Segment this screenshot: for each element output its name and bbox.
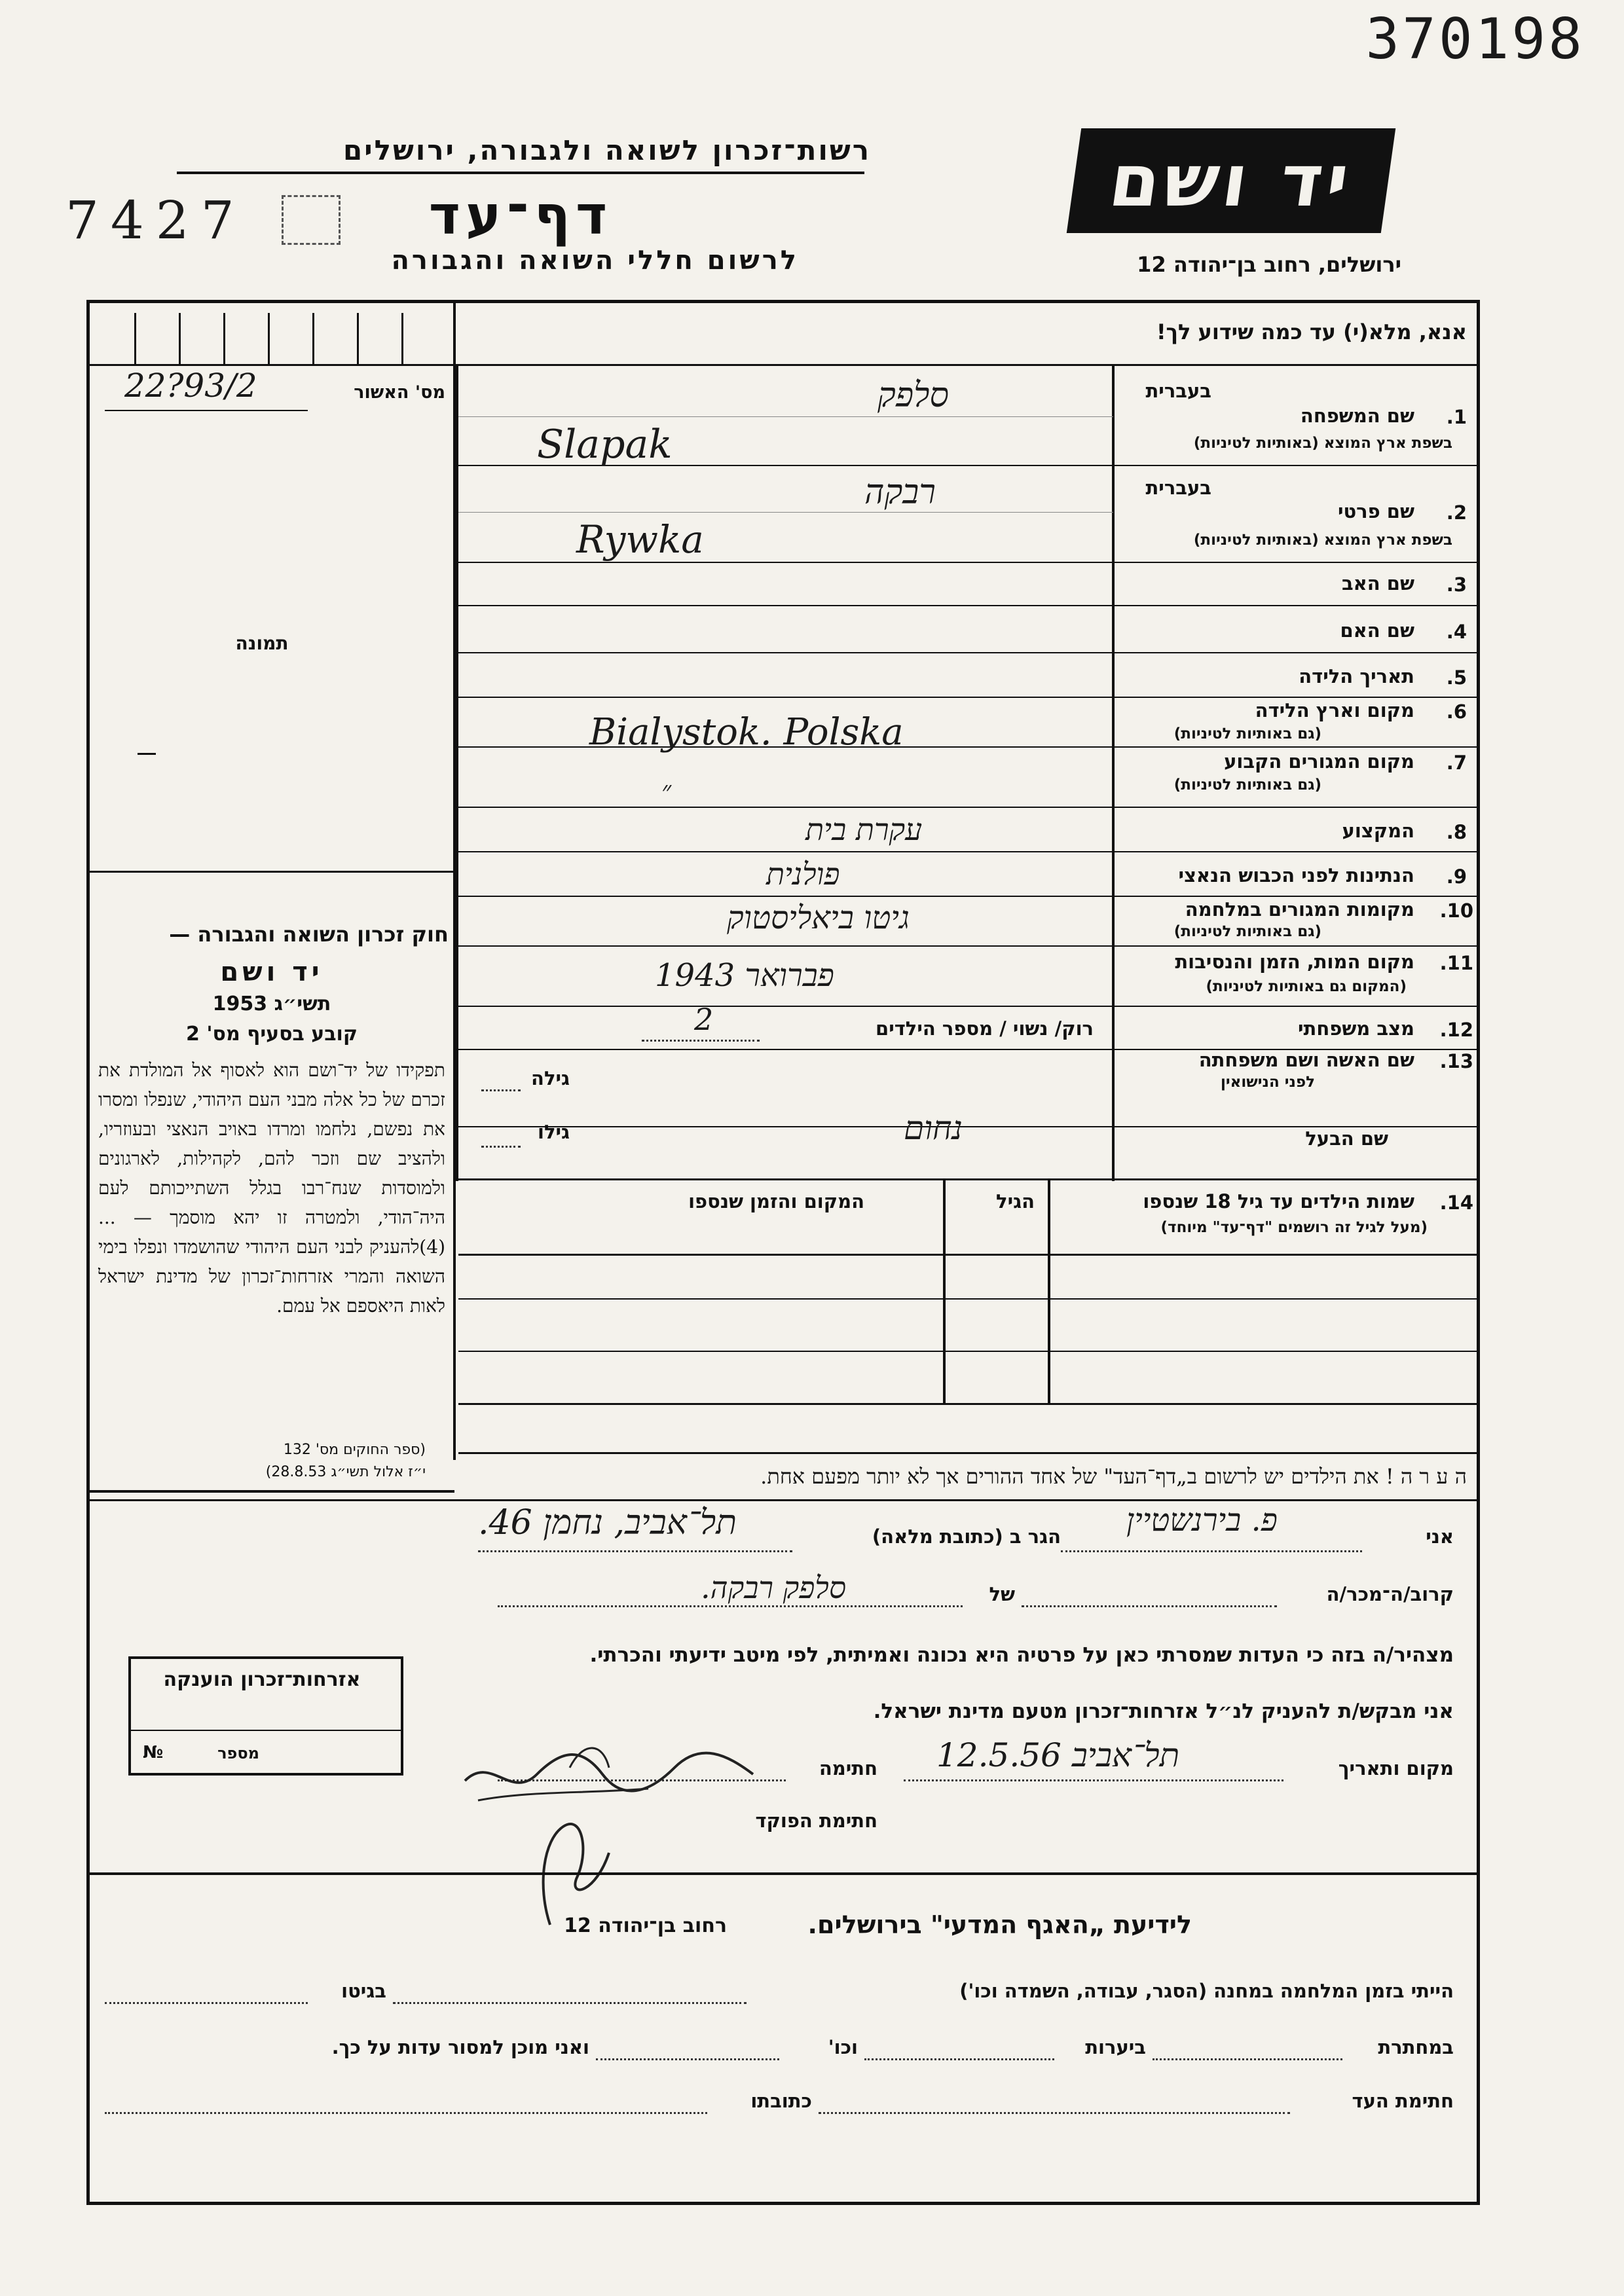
- f1-number: 1.: [1446, 406, 1467, 428]
- witness-signature: [452, 1728, 792, 1813]
- archive-number: 370198: [1365, 7, 1585, 72]
- f12-children-value: 2: [694, 1002, 714, 1037]
- husband-value: נחום: [904, 1109, 963, 1147]
- stamp-mark: [282, 195, 341, 245]
- f11-label: מקום המות, הזמן והנסיבות: [1175, 951, 1414, 973]
- f2-sub: בשפת ארץ המוצא (באותיות לטיניות): [1193, 532, 1452, 549]
- authority-header: רשות־זכרון לשואה ולגבורה, ירושלים: [342, 134, 871, 166]
- info-title: לידיעת „האגף המדעי" בירושלים.: [807, 1910, 1192, 1939]
- page-subtitle: לרשום חללי השואה והגבורה: [391, 246, 799, 276]
- official-signature-label: חתימת הפוקד: [755, 1810, 877, 1832]
- info-line1-b: בגיטו: [341, 1980, 386, 2002]
- f6-value: Bialystok. Polska: [589, 711, 904, 754]
- f6-sub: (גם באותיות לטיניות): [1173, 725, 1321, 742]
- address: ירושלים, רחוב בן־יהודה 12: [1137, 252, 1401, 277]
- f12-number: 12.: [1439, 1019, 1473, 1041]
- children-table-number: 14.: [1439, 1192, 1473, 1214]
- info-line3-b: כתובתו: [750, 2090, 812, 2112]
- declaration-ani-value: פ. בירנשטיין: [1126, 1502, 1278, 1539]
- law-ref-1: (ספר החוקים מס' 132: [283, 1442, 426, 1458]
- law-title: חוק זכרון השואה והגבורה —: [169, 922, 449, 947]
- children-table-header-place: המקום והזמן שנספו: [688, 1190, 864, 1212]
- declaration-relative-label: קרוב/ה־מכר/ה: [1326, 1583, 1454, 1605]
- f12-label: מצב משפחתי: [1297, 1017, 1414, 1040]
- f13-label: שם האשה ושם משפחתה: [1198, 1049, 1414, 1071]
- law-year: תשי״ג 1953: [212, 993, 331, 1015]
- f2-number: 2.: [1446, 501, 1467, 524]
- f1-lang: בעברית: [1145, 380, 1211, 402]
- citizenship-box-title: אזרחות־זכרון הוענקה: [163, 1668, 361, 1691]
- f9-value: פולנית: [766, 856, 840, 892]
- children-table-header-name: שמות הילדים עד גיל 18 שנספו: [1143, 1190, 1414, 1212]
- info-line3-a: חתימת העד: [1352, 2090, 1454, 2112]
- form-serial: 7427: [65, 190, 246, 251]
- law-clause: קובע בסעיף מס' 2: [186, 1023, 358, 1046]
- approval-value: 22?93/2: [124, 367, 257, 405]
- f3-number: 3.: [1446, 574, 1467, 596]
- info-address: רחוב בן־יהודה 12: [564, 1914, 727, 1937]
- f2-label: שם פרטי: [1337, 500, 1414, 522]
- place-date-label: מקום ותאריך: [1338, 1757, 1454, 1779]
- f11-sub: (המקום גם באותיות לטיניות): [1206, 978, 1407, 995]
- law-org: יד ושם: [220, 957, 323, 987]
- declaration-ani-label: אני: [1426, 1525, 1454, 1548]
- f6-number: 6.: [1446, 701, 1467, 723]
- f2-latin-value: Rywka: [576, 517, 704, 562]
- f10-label: מקומות המגורים במלחמה: [1185, 898, 1414, 920]
- f9-number: 9.: [1446, 866, 1467, 888]
- husband-label: שם הבעל: [1305, 1127, 1388, 1150]
- signature-label: חתימה: [819, 1757, 877, 1779]
- f1-hebrew-value: סלפק: [877, 376, 949, 415]
- info-line2-b: ביערות: [1085, 2036, 1146, 2058]
- f2-hebrew-value: רבקה: [864, 473, 936, 512]
- declaration-of-label: של: [989, 1583, 1015, 1605]
- children-table-header-age: הגיל: [996, 1190, 1035, 1212]
- declaration-of-value: סלפק רבקה.: [701, 1570, 846, 1605]
- place-date-value: תל־אביב 12.5.56: [936, 1736, 1180, 1774]
- info-line1-a: הייתי בזמן המלחמה במחנה (הסגר, עבודה, השמדה וכו'): [959, 1980, 1454, 2002]
- f7-sub: (גם באותיות לטיניות): [1173, 776, 1321, 793]
- f13-sub: לפני הנישואין: [1221, 1074, 1315, 1091]
- page-title: דף־עד: [428, 185, 613, 247]
- f12-status-text: רוק/ נשוי / מספר הילדים: [876, 1017, 1094, 1040]
- f1-label: שם המשפחה: [1300, 405, 1414, 427]
- f1-sub: בשפת ארץ המוצא (באותיות לטיניות): [1193, 435, 1452, 452]
- citizenship-box-number-label: מספר: [217, 1744, 259, 1762]
- f11-number: 11.: [1439, 952, 1473, 974]
- note: ה ע ר ה ! את הילדים יש לרשום ב„דף־העד" של אחד ההורים אך לא יותר מפעם אחת.: [760, 1464, 1467, 1489]
- husband-age-label: גילו: [538, 1121, 570, 1143]
- f4-number: 4.: [1446, 621, 1467, 643]
- instruction: אנא, מלא(י) עד כמה שידוע לך!: [1156, 319, 1467, 344]
- declaration-address-value: תל־אביב, נחמן 46.: [478, 1503, 737, 1542]
- info-line2-d: ואני מוכן למסור עדות על כך.: [331, 2036, 589, 2058]
- f7-label: מקום המגורים הקבוע: [1224, 750, 1414, 773]
- declaration-lives-label: הגר ב (כתובת מלאה): [872, 1525, 1061, 1548]
- f2-lang: בעברית: [1145, 477, 1211, 499]
- citizenship-box-no-label: №: [143, 1743, 164, 1762]
- f8-number: 8.: [1446, 821, 1467, 843]
- f8-value: עקרת בית: [805, 812, 923, 847]
- f11-value: פברואר 1943: [655, 957, 834, 994]
- yad-vashem-logo: [1067, 128, 1395, 233]
- declaration-statement: מצהיר/ה בזה כי העדות שמסרתי כאן על פרטיה היא נכונה ואמיתית, לפי מיטב ידיעתי והכרתי.: [589, 1643, 1454, 1667]
- f4-label: שם האם: [1340, 619, 1414, 642]
- f10-sub: (גם באותיות לטיניות): [1173, 923, 1321, 940]
- f5-number: 5.: [1446, 666, 1467, 689]
- f10-number: 10.: [1439, 900, 1473, 922]
- f7-number: 7.: [1446, 752, 1467, 774]
- f8-label: המקצוע: [1342, 820, 1414, 842]
- f13-age-label: גילה: [531, 1067, 570, 1089]
- f5-label: תאריך הלידה: [1299, 665, 1414, 687]
- f1-latin-value: Slapak: [537, 422, 673, 467]
- f7-value: ״: [661, 776, 672, 806]
- info-line2-c: וכו': [828, 2036, 858, 2058]
- f3-label: שם האב: [1341, 572, 1414, 594]
- f6-label: מקום וארץ הלידה: [1255, 699, 1414, 721]
- tick-strip: [90, 313, 453, 366]
- children-table-header-name-sub: (מעל לגיל זה רושמים "דף־עד" מיוחד): [1160, 1219, 1428, 1236]
- declaration-request: אני מבקש/ת להעניק לנ״ל אזרחות־זכרון מטעם מדינת ישראל.: [873, 1700, 1454, 1723]
- photo-label: תמונה: [235, 632, 289, 654]
- law-ref-2: י״ז אלול תשי״ג 28.8.53): [265, 1464, 426, 1480]
- approval-label: מס' האשור: [354, 382, 445, 403]
- f9-label: הנתינות לפני הכבוש הנאצי: [1178, 864, 1414, 886]
- info-line2-a: במחתרת: [1378, 2036, 1454, 2058]
- f13-number: 13.: [1439, 1050, 1473, 1072]
- children-table: [458, 1180, 1477, 1423]
- logo-text: יד ושם: [1104, 139, 1358, 223]
- f10-value: גיטו ביאליסטוק: [727, 900, 910, 936]
- law-body: תפקידו של יד־ושם הוא לאסוף אל המולדת את זכרם של כל אלה מבני העם היהודי, שנפלו ומסרו את נפשם, נלחמו ומרדו באויב הנאצי ובעוזריו, ולהציב שם וזכר להם, לקהילות, לארגונים ולמוסדות שנח־רבו בגלל השתייכותם לעם היה־הודי, ולמטרה זו יהא מוסמך — ...(4)להעניק לבני העם היהודי שהושמדו ונפלו בימי השואה והמרי אזרחות־זכרון של מדינת ישראל לאות היאספם אל עמם.: [98, 1059, 445, 1317]
